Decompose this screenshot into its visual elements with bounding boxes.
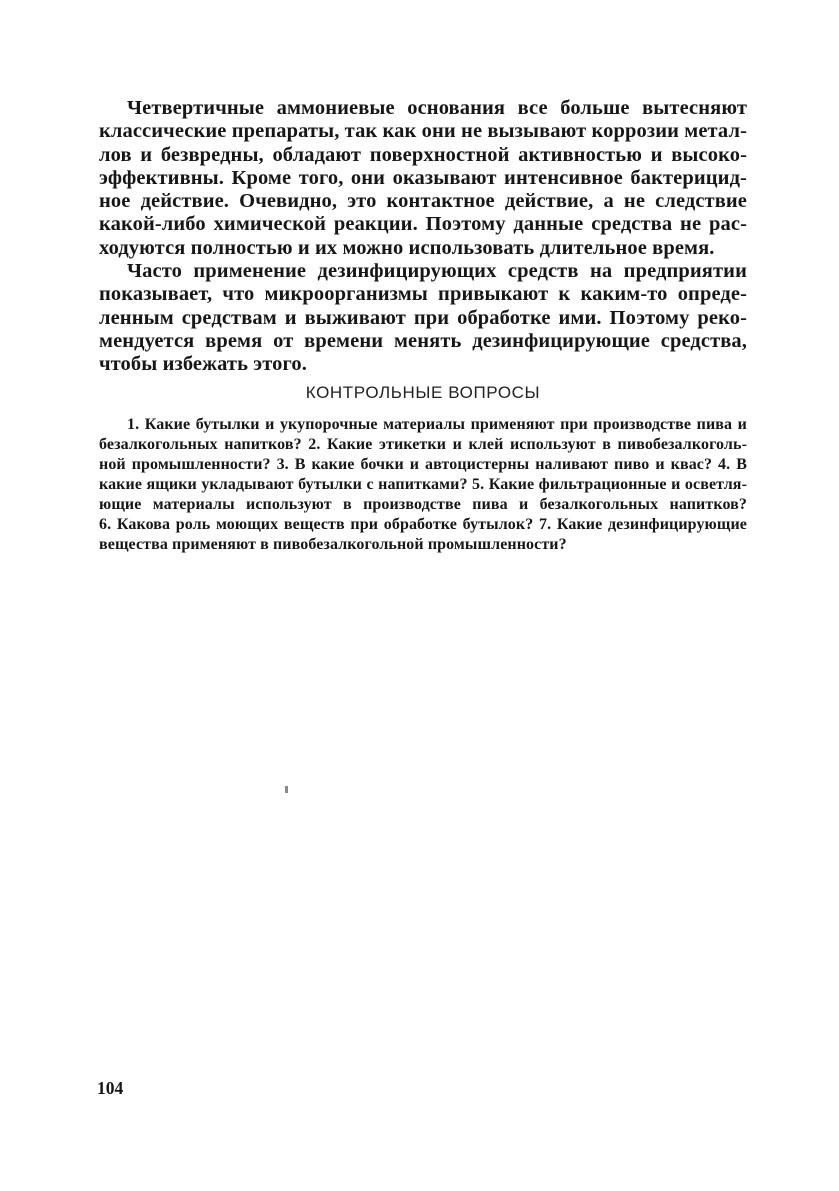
paragraph-disinfectant-rotation [99, 260, 747, 376]
text-line: какие ящики укладывают бутылки с напитками? 5. Какие фильтрационные и осветля- [99, 475, 747, 493]
text-line: классические препараты, так как они не вызывают коррозии метал- [99, 120, 747, 143]
text-line: Четвертичные аммониевые основания все больше вытесняют [127, 97, 747, 119]
text-line: мендуется время от времени менять дезинфицирующие средства, [99, 329, 747, 352]
page-number: 104 [97, 1078, 124, 1098]
text-line: 6. Какова роль моющих веществ при обработке бутылок? 7. Какие дезинфицирующие [99, 515, 747, 533]
text-line: ное действие. Очевидно, это контактное действие, а не следствие [99, 190, 747, 213]
text-line: 1. Какие бутылки и укупорочные материалы применяют при производстве пива и [127, 415, 747, 433]
text-line: ной промышленности? 3. В какие бочки и автоцистерны наливают пиво и квас? 4. В [99, 455, 747, 473]
control-questions-block [99, 415, 747, 555]
scan-speck-artifact [285, 786, 288, 793]
text-line: Часто применение дезинфицирующих средств на предприятии [127, 260, 747, 283]
text-line: показывает, что микроорганизмы привыкают к каким-то опреде- [99, 283, 747, 306]
text-line: эффективны. Кроме того, они оказывают интенсивное бактерицид- [99, 166, 747, 189]
body-text [99, 97, 747, 377]
text-line: лов и безвредны, обладают поверхностной активностью и высоко- [99, 143, 747, 166]
text-line: чтобы избежать этого. [99, 353, 307, 376]
text-line: какой-либо химической реакции. Поэтому данные средства не рас- [99, 213, 747, 236]
text-line: вещества применяют в пивобезалкогольной промышленности? [99, 535, 567, 553]
page-content [99, 97, 747, 555]
text-line: ющие материалы используют в производстве пива и безалкогольных напитков? [99, 495, 747, 513]
paragraph-quaternary-ammonium [99, 97, 747, 260]
text-line: ходуются полностью и их можно использовать длительное время. [99, 236, 715, 259]
text-line: ленным средствам и выживают при обработке ими. Поэтому реко- [99, 306, 747, 329]
section-heading: КОНТРОЛЬНЫЕ ВОПРОСЫ [305, 382, 541, 402]
text-line: безалкогольных напитков? 2. Какие этикетки и клей используют в пивобезалкоголь- [99, 435, 747, 453]
